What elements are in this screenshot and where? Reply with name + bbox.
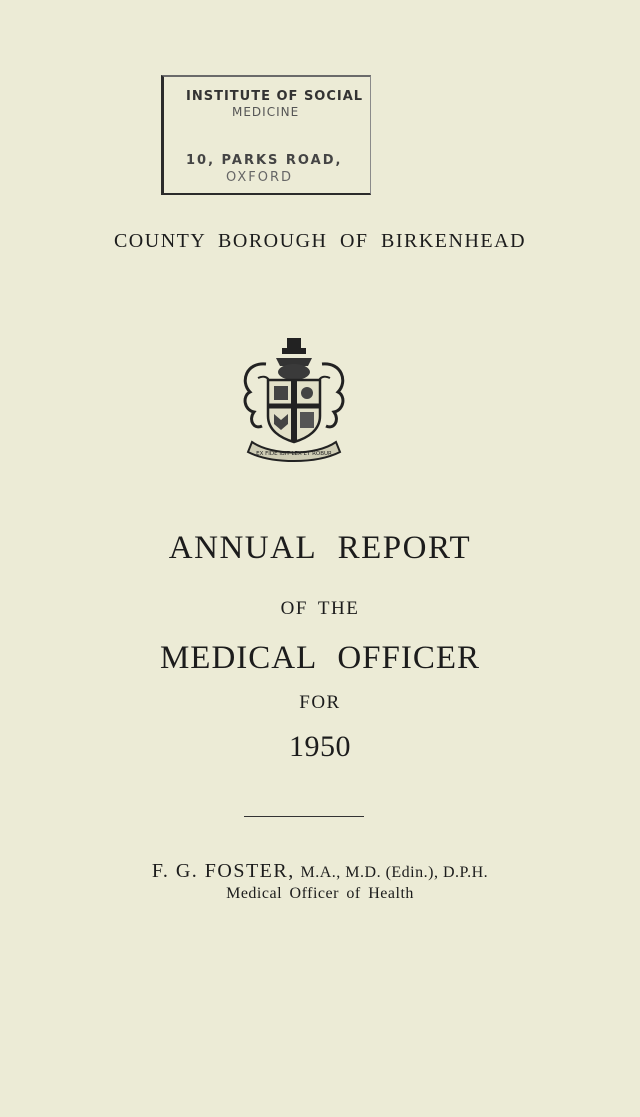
author-name: F. G. FOSTER,	[151, 860, 295, 882]
library-stamp	[161, 75, 371, 195]
issuing-authority: COUNTY BOROUGH OF BIRKENHEAD	[113, 230, 527, 252]
stamp-line-3: 10, PARKS ROAD,	[186, 153, 343, 168]
report-year: 1950	[289, 730, 351, 763]
crest-motto: EX FIDE IBIT LEX ET ROBUR	[256, 451, 332, 457]
divider-rule	[244, 816, 364, 817]
report-title-connector: OF THE	[280, 598, 360, 619]
author-role: Medical Officer of Health	[226, 885, 414, 902]
report-title: ANNUAL REPORT	[168, 530, 472, 566]
author-line	[0, 860, 640, 883]
stamp-line-1: INSTITUTE OF SOCIAL	[186, 89, 364, 104]
stamp-line-4: OXFORD	[226, 170, 294, 185]
coat-of-arms-icon	[236, 334, 352, 464]
stamp-line-2: MEDICINE	[232, 105, 300, 119]
report-subject: MEDICAL OFFICER	[159, 640, 481, 676]
report-for-label: FOR	[299, 692, 341, 713]
author-qualifications: M.A., M.D. (Edin.), D.P.H.	[300, 864, 489, 881]
